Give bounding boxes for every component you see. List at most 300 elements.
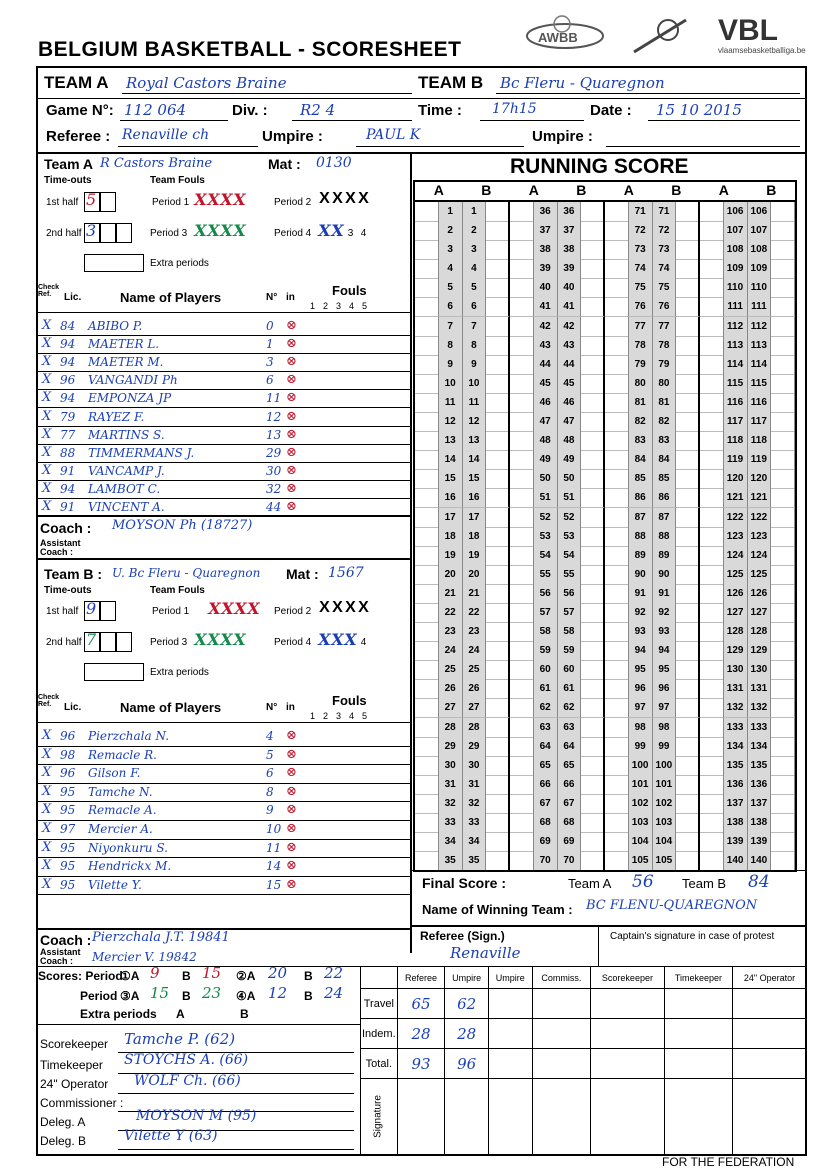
rs-number: 1 bbox=[439, 202, 463, 222]
rs-mark-a bbox=[700, 794, 724, 814]
rs-mark-a bbox=[415, 603, 439, 623]
rs-mark-b bbox=[581, 259, 605, 279]
rs-mark-a bbox=[415, 317, 439, 337]
rs-number: 129 bbox=[748, 641, 772, 661]
rs-mark-b bbox=[771, 317, 795, 337]
rs-row bbox=[415, 737, 795, 756]
rs-number: 85 bbox=[653, 469, 677, 489]
team-b-player-in: ⊗ bbox=[286, 802, 297, 818]
team-a-p3-label: Period 3 bbox=[150, 228, 188, 239]
team-b-col-in: in bbox=[286, 702, 295, 713]
team-b-col-fouls: Fouls bbox=[332, 693, 367, 708]
team-a-col-no: N° bbox=[266, 292, 278, 303]
rs-mark-a bbox=[605, 317, 629, 337]
team-a-player-row bbox=[38, 318, 410, 336]
rs-mark-b bbox=[581, 832, 605, 852]
rs-number: 86 bbox=[653, 488, 677, 508]
rs-row bbox=[415, 317, 795, 336]
rs-number: 133 bbox=[724, 718, 748, 738]
rs-mark-a bbox=[510, 508, 534, 528]
rs-number: 75 bbox=[653, 278, 677, 298]
rs-mark-b bbox=[676, 718, 700, 738]
rs-mark-b bbox=[486, 221, 510, 241]
rs-mark-b bbox=[771, 259, 795, 279]
rs-number: 11 bbox=[439, 393, 463, 413]
rs-mark-a bbox=[605, 336, 629, 356]
rs-mark-a bbox=[605, 355, 629, 375]
team-b-player-number: 10 bbox=[266, 822, 282, 836]
rs-mark-b bbox=[581, 317, 605, 337]
rs-number: 35 bbox=[439, 851, 463, 871]
rs-number: 1 bbox=[463, 202, 487, 222]
rs-number: 35 bbox=[463, 851, 487, 871]
rs-mark-a bbox=[605, 851, 629, 871]
team-a-player-number: 32 bbox=[266, 481, 282, 496]
rs-mark-a bbox=[605, 259, 629, 279]
rs-row bbox=[415, 641, 795, 660]
rs-mark-b bbox=[771, 698, 795, 718]
rs-mark-b bbox=[676, 488, 700, 508]
rs-mark-a bbox=[415, 450, 439, 470]
rs-number: 46 bbox=[558, 393, 582, 413]
rs-mark-a bbox=[510, 832, 534, 852]
rs-mark-b bbox=[676, 546, 700, 566]
rs-number: 129 bbox=[724, 641, 748, 661]
rs-number: 22 bbox=[463, 603, 487, 623]
rs-number: 115 bbox=[748, 374, 772, 394]
rs-number: 57 bbox=[558, 603, 582, 623]
team-a-player-lic: 94 bbox=[60, 481, 76, 496]
rs-number: 4 bbox=[439, 259, 463, 279]
time-value: 17h15 bbox=[492, 101, 537, 117]
rs-row bbox=[415, 565, 795, 584]
rs-mark-b bbox=[676, 278, 700, 298]
team-b-label: Team B : bbox=[44, 566, 103, 582]
rs-mark-b bbox=[676, 832, 700, 852]
rs-mark-b bbox=[486, 813, 510, 833]
rs-number: 23 bbox=[463, 622, 487, 642]
team-b-player-name: Vilette Y. bbox=[88, 877, 142, 892]
rs-number: 97 bbox=[629, 698, 653, 718]
team-b-check-mark: X bbox=[42, 746, 52, 762]
rs-number: 32 bbox=[439, 794, 463, 814]
rs-number: 38 bbox=[534, 240, 558, 260]
rs-number: 44 bbox=[534, 355, 558, 375]
rs-mark-b bbox=[581, 278, 605, 298]
team-a-player-number: 30 bbox=[266, 463, 282, 478]
rs-number: 13 bbox=[439, 431, 463, 451]
rs-row bbox=[415, 679, 795, 698]
rs-mark-a bbox=[700, 565, 724, 585]
rs-number: 37 bbox=[534, 221, 558, 241]
rs-number: 77 bbox=[653, 317, 677, 337]
team-a-check-mark: X bbox=[42, 426, 52, 442]
rs-mark-a bbox=[605, 508, 629, 528]
rs-mark-b bbox=[581, 851, 605, 871]
rs-number: 33 bbox=[439, 813, 463, 833]
team-a-p2-fouls: X X X X bbox=[319, 190, 369, 207]
team-b-player-name: Mercier A. bbox=[88, 822, 153, 836]
rs-number: 131 bbox=[724, 679, 748, 699]
rs-mark-a bbox=[700, 297, 724, 317]
rs-mark-b bbox=[581, 756, 605, 776]
rs-number: 77 bbox=[629, 317, 653, 337]
rs-number: 62 bbox=[558, 698, 582, 718]
rs-number: 54 bbox=[558, 546, 582, 566]
rs-mark-b bbox=[771, 565, 795, 585]
rs-number: 90 bbox=[629, 565, 653, 585]
final-team-b-label: Team B bbox=[682, 876, 727, 891]
rs-number: 25 bbox=[463, 660, 487, 680]
rs-number: 96 bbox=[653, 679, 677, 699]
rs-number: 60 bbox=[558, 660, 582, 680]
rs-mark-b bbox=[581, 450, 605, 470]
rs-number: 116 bbox=[748, 393, 772, 413]
rs-row bbox=[415, 508, 795, 527]
rs-mark-a bbox=[605, 393, 629, 413]
rs-number: 21 bbox=[463, 584, 487, 604]
rs-number: 88 bbox=[629, 527, 653, 547]
rs-mark-a bbox=[510, 546, 534, 566]
rs-row bbox=[415, 718, 795, 737]
rs-mark-b bbox=[581, 679, 605, 699]
rs-mark-a bbox=[415, 431, 439, 451]
rs-number: 80 bbox=[629, 374, 653, 394]
team-a-player-number: 12 bbox=[266, 409, 282, 424]
rs-mark-a bbox=[415, 202, 439, 222]
team-a-check-mark: X bbox=[42, 354, 52, 370]
rs-number: 123 bbox=[748, 527, 772, 547]
team-b-player-row bbox=[38, 802, 410, 821]
rs-number: 43 bbox=[534, 336, 558, 356]
team-a-assistant-label: Assistant Coach : bbox=[40, 538, 81, 557]
rs-number: 10 bbox=[439, 374, 463, 394]
rs-number: 121 bbox=[724, 488, 748, 508]
team-a-1st-half-label: 1st half bbox=[46, 197, 79, 208]
rs-mark-b bbox=[581, 202, 605, 222]
rs-mark-a bbox=[510, 622, 534, 642]
rs-mark-b bbox=[771, 278, 795, 298]
rs-mark-a bbox=[605, 622, 629, 642]
rs-number: 45 bbox=[558, 374, 582, 394]
rs-mark-a bbox=[415, 412, 439, 432]
team-a-col-lic: Lic. bbox=[64, 292, 82, 303]
team-a-player-row bbox=[38, 390, 410, 408]
running-score-grid bbox=[413, 180, 797, 872]
rs-number: 125 bbox=[748, 565, 772, 585]
rs-mark-a bbox=[415, 813, 439, 833]
rs-number: 107 bbox=[748, 221, 772, 241]
rs-row bbox=[415, 622, 795, 641]
rs-number: 6 bbox=[439, 297, 463, 317]
rs-mark-a bbox=[510, 813, 534, 833]
rs-row bbox=[415, 584, 795, 603]
rs-mark-a bbox=[415, 336, 439, 356]
rs-mark-a bbox=[700, 756, 724, 776]
rs-mark-a bbox=[510, 737, 534, 757]
rs-number: 62 bbox=[534, 698, 558, 718]
rs-row bbox=[415, 851, 795, 870]
team-b-player-number: 9 bbox=[266, 803, 274, 818]
rs-head-b: B bbox=[576, 182, 587, 198]
team-a-player-lic: 79 bbox=[60, 409, 76, 424]
team-a-player-row bbox=[38, 481, 410, 499]
rs-row bbox=[415, 450, 795, 469]
rs-number: 82 bbox=[629, 412, 653, 432]
rs-number: 113 bbox=[748, 336, 772, 356]
rs-number: 13 bbox=[463, 431, 487, 451]
rs-mark-a bbox=[415, 488, 439, 508]
rs-number: 115 bbox=[724, 374, 748, 394]
rs-number: 137 bbox=[724, 794, 748, 814]
team-a-player-name: TIMMERMANS J. bbox=[88, 445, 195, 460]
team-a-player-name: ABIBO P. bbox=[88, 319, 143, 333]
rs-mark-b bbox=[676, 527, 700, 547]
rs-mark-b bbox=[581, 336, 605, 356]
rs-mark-a bbox=[605, 698, 629, 718]
rs-number: 60 bbox=[534, 660, 558, 680]
rs-number: 61 bbox=[534, 679, 558, 699]
rs-number: 92 bbox=[653, 603, 677, 623]
operator-value: WOLF Ch. (66) bbox=[134, 1073, 241, 1089]
rs-mark-b bbox=[581, 546, 605, 566]
rs-mark-a bbox=[605, 775, 629, 795]
rs-number: 72 bbox=[653, 221, 677, 241]
rs-number: 114 bbox=[724, 355, 748, 375]
rs-number: 24 bbox=[439, 641, 463, 661]
team-a-player-in: ⊗ bbox=[286, 336, 297, 352]
p2-a-score: 20 bbox=[268, 964, 288, 982]
deleg-a-value: MOYSON M (95) bbox=[136, 1108, 257, 1124]
rs-mark-b bbox=[676, 737, 700, 757]
rs-mark-a bbox=[510, 336, 534, 356]
rs-mark-a bbox=[605, 488, 629, 508]
rs-number: 33 bbox=[463, 813, 487, 833]
rs-mark-a bbox=[510, 221, 534, 241]
rs-mark-b bbox=[771, 393, 795, 413]
rs-mark-a bbox=[415, 832, 439, 852]
team-a-player-lic: 91 bbox=[60, 463, 76, 478]
rs-mark-b bbox=[486, 698, 510, 718]
rs-number: 75 bbox=[629, 278, 653, 298]
rs-number: 120 bbox=[724, 469, 748, 489]
rs-mark-b bbox=[581, 431, 605, 451]
rs-mark-a bbox=[510, 775, 534, 795]
team-a-player-row bbox=[38, 427, 410, 445]
rs-mark-b bbox=[581, 374, 605, 394]
rs-number: 133 bbox=[748, 718, 772, 738]
rs-head-a: A bbox=[528, 182, 539, 198]
rs-number: 8 bbox=[439, 336, 463, 356]
rs-mark-a bbox=[605, 737, 629, 757]
rs-mark-b bbox=[581, 240, 605, 260]
team-b-p3-label: Period 3 bbox=[150, 637, 188, 648]
rs-mark-b bbox=[676, 431, 700, 451]
team-b-coach-label: Coach : bbox=[40, 932, 92, 948]
rs-number: 107 bbox=[724, 221, 748, 241]
rs-mark-b bbox=[581, 622, 605, 642]
rs-mark-b bbox=[581, 393, 605, 413]
rs-number: 18 bbox=[439, 527, 463, 547]
rs-mark-a bbox=[700, 698, 724, 718]
rs-number: 30 bbox=[463, 756, 487, 776]
team-b-to-2nd: 7 bbox=[86, 630, 97, 649]
vbl-logo: VBL bbox=[718, 14, 778, 47]
rs-row bbox=[415, 794, 795, 813]
rs-mark-a bbox=[510, 297, 534, 317]
team-a-player-lic: 94 bbox=[60, 355, 76, 370]
rs-number: 14 bbox=[439, 450, 463, 470]
rs-number: 74 bbox=[629, 259, 653, 279]
rs-mark-a bbox=[700, 317, 724, 337]
rs-number: 99 bbox=[629, 737, 653, 757]
rs-number: 106 bbox=[724, 202, 748, 222]
p3-b-score: 23 bbox=[202, 984, 222, 1002]
rs-number: 127 bbox=[724, 603, 748, 623]
team-a-col-in: in bbox=[286, 292, 295, 303]
rs-number: 2 bbox=[439, 221, 463, 241]
team-b-player-row bbox=[38, 840, 410, 859]
rs-mark-b bbox=[486, 737, 510, 757]
rs-number: 112 bbox=[724, 317, 748, 337]
rs-number: 140 bbox=[724, 851, 748, 871]
team-b-p1-fouls: XXXX bbox=[208, 599, 260, 618]
team-b-check-mark: X bbox=[42, 802, 52, 818]
team-a-player-row bbox=[38, 409, 410, 427]
rs-number: 130 bbox=[748, 660, 772, 680]
rs-row bbox=[415, 775, 795, 794]
rs-number: 140 bbox=[748, 851, 772, 871]
operator-label: 24" Operator bbox=[40, 1077, 109, 1091]
rs-number: 6 bbox=[463, 297, 487, 317]
rs-number: 39 bbox=[534, 259, 558, 279]
rs-mark-a bbox=[415, 527, 439, 547]
rs-number: 9 bbox=[439, 355, 463, 375]
federation-label: FOR THE FEDERATION bbox=[662, 1155, 795, 1169]
team-b-assistant-value: Mercier V. 19842 bbox=[92, 950, 197, 964]
rs-row bbox=[415, 469, 795, 488]
rs-mark-b bbox=[486, 832, 510, 852]
rs-mark-a bbox=[700, 622, 724, 642]
rs-number: 93 bbox=[653, 622, 677, 642]
rs-mark-a bbox=[605, 278, 629, 298]
rs-mark-a bbox=[605, 240, 629, 260]
rs-number: 72 bbox=[629, 221, 653, 241]
team-b-2nd-half-label: 2nd half bbox=[46, 637, 82, 648]
rs-number: 93 bbox=[629, 622, 653, 642]
rs-mark-b bbox=[486, 431, 510, 451]
rs-mark-a bbox=[510, 641, 534, 661]
rs-mark-a bbox=[605, 297, 629, 317]
team-b-header-value: Bc Fleru - Quaregnon bbox=[500, 74, 665, 92]
team-b-check-mark: X bbox=[42, 839, 52, 855]
rs-number: 130 bbox=[724, 660, 748, 680]
total-umpire: 96 bbox=[445, 1049, 489, 1079]
rs-number: 47 bbox=[534, 412, 558, 432]
rs-number: 96 bbox=[629, 679, 653, 699]
rs-number: 18 bbox=[463, 527, 487, 547]
rs-mark-b bbox=[676, 240, 700, 260]
rs-mark-a bbox=[415, 737, 439, 757]
rs-number: 50 bbox=[558, 469, 582, 489]
indem-referee: 28 bbox=[397, 1019, 445, 1049]
rs-number: 65 bbox=[534, 756, 558, 776]
rs-mark-b bbox=[581, 737, 605, 757]
rs-mark-a bbox=[700, 202, 724, 222]
vbl-logo-sub: vlaamsebasketballiga.be bbox=[718, 46, 806, 55]
rs-mark-a bbox=[605, 832, 629, 852]
rs-mark-b bbox=[771, 412, 795, 432]
rs-number: 89 bbox=[653, 546, 677, 566]
team-a-p2-label: Period 2 bbox=[274, 197, 312, 208]
rs-mark-b bbox=[486, 355, 510, 375]
team-b-player-name: Pierzchala N. bbox=[88, 729, 170, 743]
rs-mark-b bbox=[771, 336, 795, 356]
rs-number: 56 bbox=[558, 584, 582, 604]
team-b-player-row bbox=[38, 858, 410, 877]
team-a-p1-fouls: XXXX bbox=[194, 190, 246, 209]
team-b-player-in: ⊗ bbox=[286, 746, 297, 762]
rs-mark-a bbox=[510, 565, 534, 585]
rs-number: 103 bbox=[629, 813, 653, 833]
rs-number: 42 bbox=[534, 317, 558, 337]
rs-mark-a bbox=[605, 756, 629, 776]
rs-number: 32 bbox=[463, 794, 487, 814]
rs-mark-a bbox=[605, 546, 629, 566]
rs-mark-b bbox=[581, 508, 605, 528]
rs-mark-a bbox=[415, 622, 439, 642]
rs-mark-b bbox=[771, 641, 795, 661]
team-a-player-number: 29 bbox=[266, 445, 282, 460]
rs-mark-b bbox=[581, 584, 605, 604]
rs-number: 40 bbox=[558, 278, 582, 298]
rs-number: 45 bbox=[534, 374, 558, 394]
rs-mark-a bbox=[415, 278, 439, 298]
team-a-check-mark: X bbox=[42, 336, 52, 352]
rs-number: 19 bbox=[439, 546, 463, 566]
rs-mark-a bbox=[415, 698, 439, 718]
rs-mark-b bbox=[581, 718, 605, 738]
rs-mark-b bbox=[581, 641, 605, 661]
rs-mark-b bbox=[581, 488, 605, 508]
rs-number: 87 bbox=[629, 508, 653, 528]
rs-number: 81 bbox=[653, 393, 677, 413]
rs-number: 82 bbox=[653, 412, 677, 432]
rs-mark-b bbox=[581, 794, 605, 814]
rs-mark-a bbox=[700, 393, 724, 413]
awbb-logo-text: AWBB bbox=[538, 30, 578, 45]
team-a-check-mark: X bbox=[42, 408, 52, 424]
rs-mark-a bbox=[510, 603, 534, 623]
rs-head-b: B bbox=[671, 182, 682, 198]
rs-mark-b bbox=[771, 737, 795, 757]
team-b-col-lic: Lic. bbox=[64, 702, 82, 713]
rs-mark-a bbox=[605, 660, 629, 680]
rs-number: 19 bbox=[463, 546, 487, 566]
rs-row bbox=[415, 832, 795, 851]
basketball-belgium-logo bbox=[628, 14, 692, 56]
rs-mark-b bbox=[486, 278, 510, 298]
team-b-player-in: ⊗ bbox=[286, 765, 297, 781]
rs-number: 28 bbox=[463, 718, 487, 738]
team-b-player-name: Remacle R. bbox=[88, 747, 157, 762]
team-a-player-number: 44 bbox=[266, 500, 282, 514]
team-b-player-in: ⊗ bbox=[286, 728, 297, 743]
p1-a-label: ①A bbox=[120, 969, 140, 983]
team-b-player-number: 8 bbox=[266, 784, 274, 799]
rs-number: 131 bbox=[748, 679, 772, 699]
rs-mark-a bbox=[510, 469, 534, 489]
